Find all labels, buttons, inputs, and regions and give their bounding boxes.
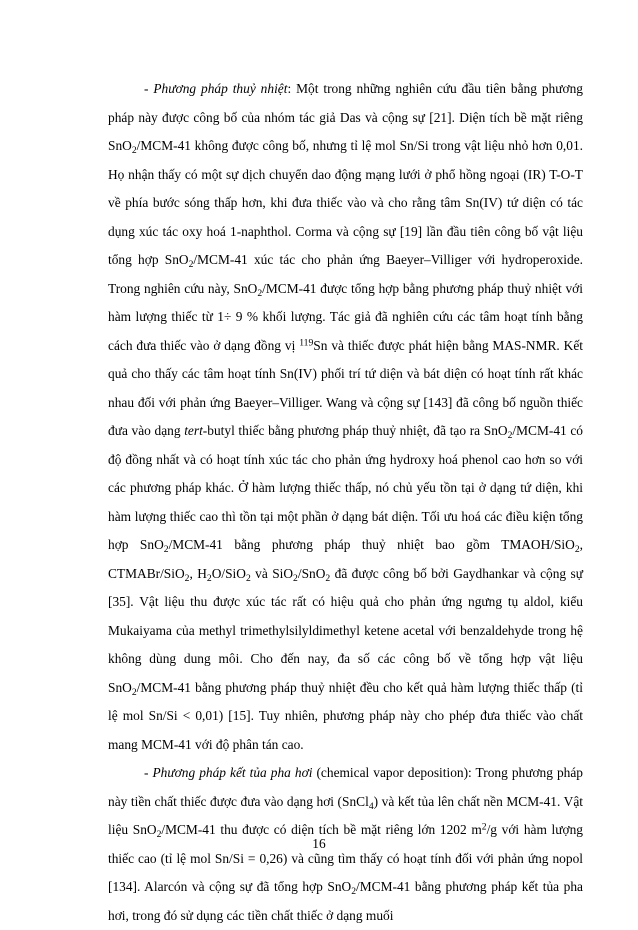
text-run: /MCM-41 không được công bố, nhưng tỉ lệ mol Sn/Si trong vật liệu nhỏ hơn 0,01. Họ nhận thấy có một sự dịch chuyển dao động mạng lưới ở phổ hồng ngoại (IR) T-O-T về phía bước sóng thấp hơn, khi đưa thiếc vào và cho rằng tâm Sn(IV) tứ diện có tác dụng xúc tác oxy hoá 1-naphthol. Corma và cộng sự [19] lần đầu tiên công bố vật liệu tổng hợp SnO: [108, 138, 583, 267]
page-number: 16: [312, 836, 326, 851]
text-run: /MCM-41 được tổng hợp bằng phương pháp thuỷ nhiệt với hàm lượng thiếc từ 1÷ 9 % khối lượng. Tác giả đã nghiên cứu các tâm hoạt tính bằng cách đưa thiếc vào ở dạng đồng vị: [108, 280, 583, 353]
text-run: /MCM-41 có độ đồng nhất và có hoạt tính xúc tác cho phản ứng hydroxy hoá phenol cao hơn so với các phương pháp khác. Ở hàm lượng thiếc thấp, nó chủ yếu tồn tại ở dạng tứ diện, khi hàm lượng thiếc cao thì tồn tại một phần ở dạng bát diện. Tối ưu hoá các điều kiện tổng hợp SnO: [108, 423, 583, 552]
text-run: O/SiO: [211, 565, 246, 581]
subscript: 2: [184, 572, 190, 584]
subscript: 2: [325, 572, 331, 584]
body-text: [108, 75, 583, 930]
subscript: 2: [245, 572, 251, 584]
subscript: 2: [131, 144, 137, 156]
subscript: 2: [156, 828, 162, 840]
subscript: 2: [188, 258, 194, 270]
section-heading-hydrothermal: - Phương pháp thuỷ nhiệt: [144, 81, 288, 96]
text-run: ) và kết tủa lên chất nền MCM-41. Vật liệu SnO: [108, 793, 583, 837]
text-run: (chemical vapor deposition): Trong phương pháp này tiền chất thiếc được đưa vào dạng hơi (SnCl: [108, 765, 583, 809]
subscript: 2: [351, 885, 357, 897]
italic-term: tert-: [184, 423, 208, 438]
text-run: /MCM-41 xúc tác cho phản ứng Baeyer–Villiger với hydroperoxide. Trong nghiên cứu này, SnO: [108, 252, 583, 296]
superscript: 2: [481, 821, 487, 833]
isotope-superscript: 119: [299, 337, 314, 349]
subscript: 4: [368, 800, 374, 812]
text-run: /MCM-41 bằng phương pháp thuỷ nhiệt đều cho kết quả hàm lượng thiếc thấp (tỉ lệ mol Sn/Si < 0,01) [15]. Tuy nhiên, phương pháp này cho phép đưa thiếc vào chất mang MCM-41 với độ phân tán cao.: [108, 679, 583, 752]
subscript: 2: [163, 543, 169, 555]
paragraph-hydrothermal-method: [108, 75, 583, 759]
text-run: , CTMABr/SiO: [108, 537, 583, 581]
subscript: 2: [574, 543, 580, 555]
text-run: Sn và thiếc được phát hiện bằng MAS-NMR. Kết quả cho thấy các tâm hoạt tính Sn(IV) phối trí tứ diện và bát diện có hoạt tính rất khác nhau đối với phản ứng Baeyer–Villiger. Wang và cộng sự [143] đã công bố nguồn thiếc đưa vào dạng: [108, 337, 583, 438]
text-run: butyl thiếc bằng phương pháp thuỷ nhiệt, đã tạo ra SnO: [207, 423, 508, 438]
text-run: và SiO: [250, 565, 294, 581]
text-run: /MCM-41 bằng phương pháp thuỷ nhiệt bao gồm TMAOH/SiO: [168, 537, 575, 552]
text-run: /MCM-41 thu được có diện tích bề mặt riêng lớn 1202 m: [161, 822, 482, 837]
subscript: 2: [507, 429, 513, 441]
text-run: đã được công bố bởi Gaydhankar và cộng sự [35]. Vật liệu thu được xúc tác rất có hiệu quả cho phản ứng ngưng tụ aldol, kiểu Mukaiyama của methyl trimethylsilyldimethyl ketene acetal với benzaldehyde trong hệ không dùng dung môi. Cho đến nay, đa số các công bố về tổng hợp vật liệu SnO: [108, 565, 583, 695]
subscript: 2: [131, 686, 137, 698]
section-heading-cvd: - Phương pháp kết tủa pha hơi: [144, 765, 313, 780]
text-run: : Một trong những nghiên cứu đầu tiên bằng phương pháp này được công bố của nhóm tác giả Das và cộng sự [21]. Diện tích bề mặt riêng SnO: [108, 81, 583, 153]
text-run: /MCM-41 bằng phương pháp kết tủa pha hơi, trong đó sử dụng các tiền chất thiếc ở dạng muối: [108, 879, 583, 923]
subscript: 2: [206, 572, 212, 584]
subscript: 2: [257, 287, 263, 299]
text-run: , H: [189, 565, 207, 581]
subscript: 2: [293, 572, 298, 584]
text-run: /SnO: [297, 565, 326, 581]
text-run: /g với hàm lượng thiếc cao (tỉ lệ mol Sn/Si = 0,26) và cũng tìm thấy có hoạt tính đối với phản ứng nopol [134]. Alarcón và cộng sự đã tổng hợp SnO: [108, 822, 583, 894]
